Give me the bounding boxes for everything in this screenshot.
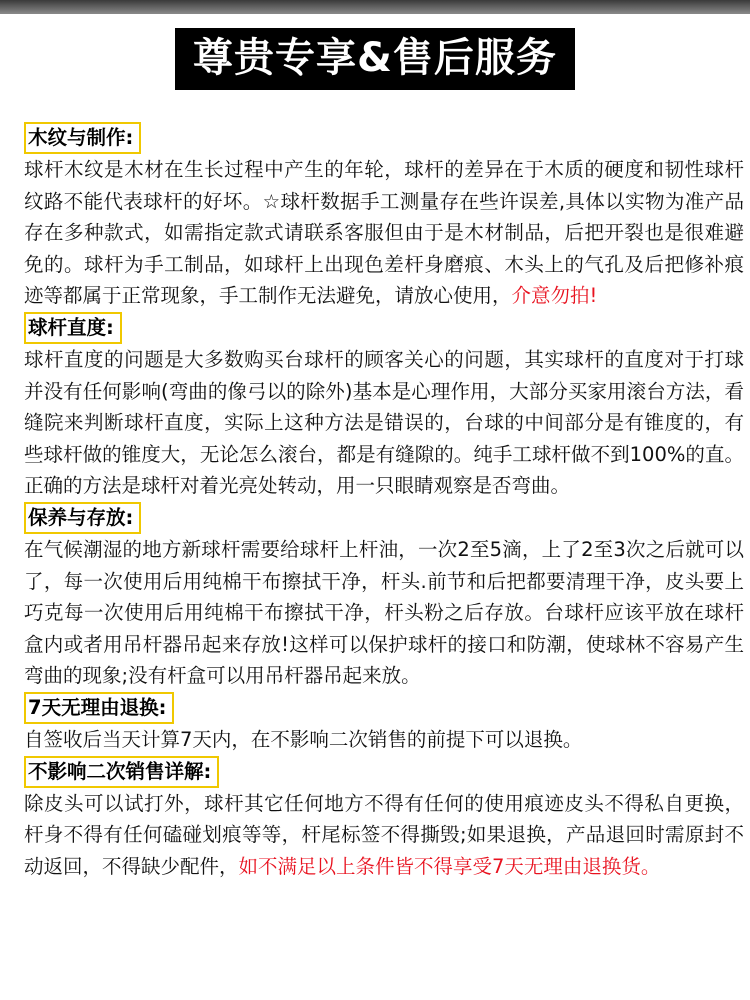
section-text — [24, 534, 744, 692]
section-text — [24, 344, 744, 502]
section-body: 球杆木纹是木材在生长过程中产生的年轮，球杆的差异在于木质的硬度和韧性球杆纹路不能代表球杆的好坏。☆球杆数据手工测量存在些许误差,具体以实物为准产品存在多种款式，如需指定款式请联系客服但由于是木材制品，后把开裂也是很难避免的。球杆为手工制品，如球杆上出现色差杆身磨痕、木头上的气孔及后把修补痕迹等都属于正常现象，手工制作无法避免，请放心使用， — [24, 158, 744, 308]
section-heading: 不影响二次销售详解: — [24, 756, 219, 788]
section-text — [24, 724, 744, 756]
section-body: 在气候潮湿的地方新球杆需要给球杆上杆油，一次2至5滴，上了2至3次之后就可以了，每一次使用后用纯棉干布擦拭干净，杆头.前节和后把都要清理干净，皮头要上巧克每一次使用后用纯棉干布擦拭干净，杆头粉之后存放。台球杆应该平放在球杆盒内或者用吊杆器吊起来存放!这样可以保护球杆的接口和防潮，使球林不容易产生弯曲的现象;没有杆盒可以用吊杆器吊起来放。 — [24, 537, 744, 688]
section-heading: 保养与存放: — [24, 502, 141, 534]
warning-text: 介意勿拍! — [511, 284, 598, 308]
section-heading: 木纹与制作: — [24, 122, 141, 154]
section-text — [24, 154, 744, 312]
section-body: 自签收后当天计算7天内，在不影响二次销售的前提下可以退换。 — [24, 727, 583, 751]
page-title: 尊贵专享&售后服务 — [175, 28, 575, 90]
section-7day-return — [24, 692, 744, 756]
section-resale-details — [24, 756, 744, 883]
section-wood-grain — [24, 122, 744, 312]
section-heading: 7天无理由退换: — [24, 692, 174, 724]
section-straightness — [24, 312, 744, 502]
title-banner — [0, 28, 750, 90]
warning-text: 如不满足以上条件皆不得享受7天无理由退换货。 — [238, 854, 661, 878]
section-maintenance — [24, 502, 744, 692]
section-body: 除皮头可以试打外，球杆其它任何地方不得有任何的使用痕迹皮头不得私自更换，杆身不得有任何磕碰划痕等等，杆尾标签不得撕毁;如果退换，产品退回时需原封不动返回，不得缺少配件， — [24, 791, 744, 878]
top-bar — [0, 0, 750, 14]
section-text — [24, 788, 744, 883]
section-heading: 球杆直度: — [24, 312, 122, 344]
section-body: 球杆直度的问题是大多数购买台球杆的顾客关心的问题，其实球杆的直度对于打球并没有任何影响(弯曲的像弓以的除外)基本是心理作用，大部分买家用滚台方法，看缝院来判断球杆直度，实际上这种方法是错误的，台球的中间部分是有锥度的，有些球杆做的锥度大，无论怎么滚台，都是有缝隙的。纯手工球杆做不到100%的直。正确的方法是球杆对着光亮处转动，用一只眼睛观察是否弯曲。 — [24, 347, 744, 498]
content-body — [24, 122, 744, 882]
